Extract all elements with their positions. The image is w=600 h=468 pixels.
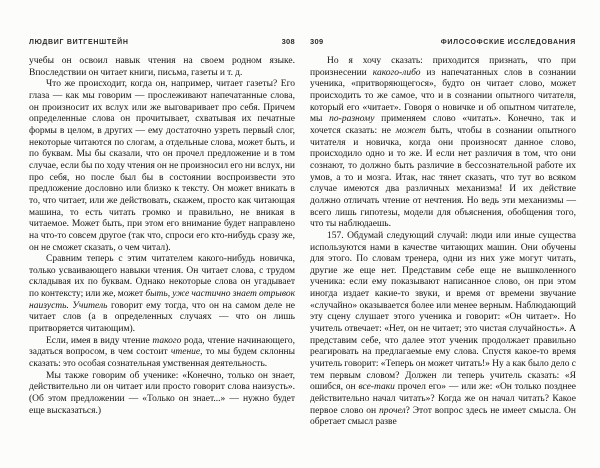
running-title-author: ЛЮДВИГ ВИТГЕНШТЕЙН bbox=[29, 38, 129, 47]
left-page-text bbox=[29, 56, 295, 417]
paragraph: Мы также говорим об ученике: «Конечно, только он знает, действительно ли он читает или просто говорит слова наизусть». (Об этом предложении — «Только он знает...» — нужно будет еще высказаться.) bbox=[29, 370, 295, 416]
paragraph: учебы он освоил навык чтения на своем родном языке. Впоследствии он читает книги, письма, газеты и т. д. bbox=[29, 56, 295, 78]
page-number-right: 309 bbox=[310, 37, 324, 46]
page-right bbox=[310, 0, 576, 468]
page-number-left: 308 bbox=[281, 37, 295, 46]
paragraph: Что же происходит, когда он, например, читает газеты? Его глаза — как мы говорим — прослеживают напечатанные слова, он произносит их вслух или же выговаривает про себя. Причем определенные слова он прочитывает, схватывая их печатные формы в целом, в других — ему достаточно узреть первый слог, некоторые читаются по слогам, а отдельные слова, может быть, и по буквам. Мы бы сказали, что он прочел предложение и в том случае, если бы по ходу чтения он не произносил его ни вслух, ни про себя, но после был бы в состоянии воспроизвести это предложение дословно или близко к тексту. Он может вникать в то, что читает, или же действовать, скажем, просто как читающая машина, то есть читать громко и правильно, не вникая в читаемое. Может быть, при этом его внимание будет направлено на что-то совсем другое (так что, спроси его кто-нибудь сразу же, он не сможет сказать, о чем читал). bbox=[29, 79, 295, 253]
running-title-book: ФИЛОСОФСКИЕ ИССЛЕДОВАНИЯ bbox=[440, 38, 576, 47]
right-page-text bbox=[310, 56, 576, 429]
paragraph: Если, имея в виду чтение такого рода, чтение начинающего, задаться вопросом, в чем состоит чтение, то мы будем склонны сказать: это особая сознательная умственная деятельность. bbox=[29, 335, 295, 370]
left-page-header bbox=[29, 37, 295, 46]
paragraph: 157. Обдумай следующий случай: люди или иные существа используются нами в качестве читающих машин. Они обучены для этого. По словам тренера, одни из них уже могут читать, другие же еще нет. Представим себе еще не вышколенного ученика: если ему показывают написанное слово, он при этом иногда издает какие-то звуки, и время от времени звучание «случайно» оказывается более или менее верным. Наблюдающий эту сцену слушает этого ученика и говорит: «Он читает». Но учитель отвечает: «Нет, он не читает; это чистая случайность». А представим себе, что далее этот ученик продолжает правильно реагировать на предлагаемые ему слова. Спустя какое-то время учитель говорит: «Теперь он может читать!» Ну а как было дело с тем первым словом? Должен ли теперь учитель сказать: «Я ошибся, он все-таки прочел его» — или же: «Он только позднее действительно начал читать»? Когда же он начал читать? Какое первое слово он прочел? Этот вопрос здесь не имеет смысла. Он обретает смысл разве bbox=[310, 230, 576, 428]
paragraph: Сравним теперь с этим читателем какого-нибудь новичка, только усваивающего навыки чтения. Он читает слова, с трудом складывая их по буквам. Однако некоторые слова он угадывает по контексту; или же, может быть, уже частично знает отрывок наизусть. Учитель говорит ему тогда, что он на самом деле не читает слов (а в определенных случаях — что он лишь притворяется читающим). bbox=[29, 254, 296, 335]
paragraph: Но я хочу сказать: приходится признать, что при произнесении какого-либо из напечатанных слов в сознании ученика, «притворяющегося», будто он читает слово, может происходить то же самое, что и в сознании опытного читателя, который его «читает». Говоря о новичке и об опытном читателе, мы по-разному применяем слово «читать». Конечно, так и хочется сказать: не может быть, чтобы в сознании опытного читателя и новичка, когда они произносят данное слово, происходило одно и то же. И если нет различия в том, что они сознают, то должно быть различие в бессознательной работе их умов, а то и мозга. Итак, нас тянет сказать, что тут во всяком случае имеются два различных механизма! И их действие должно отличать чтение от нечтения. Но ведь эти механизмы — всего лишь гипотезы, модели для объяснения, обобщения того, что ты наблюдаешь. bbox=[310, 56, 577, 230]
page-left bbox=[29, 0, 295, 468]
right-page-header bbox=[310, 37, 576, 46]
